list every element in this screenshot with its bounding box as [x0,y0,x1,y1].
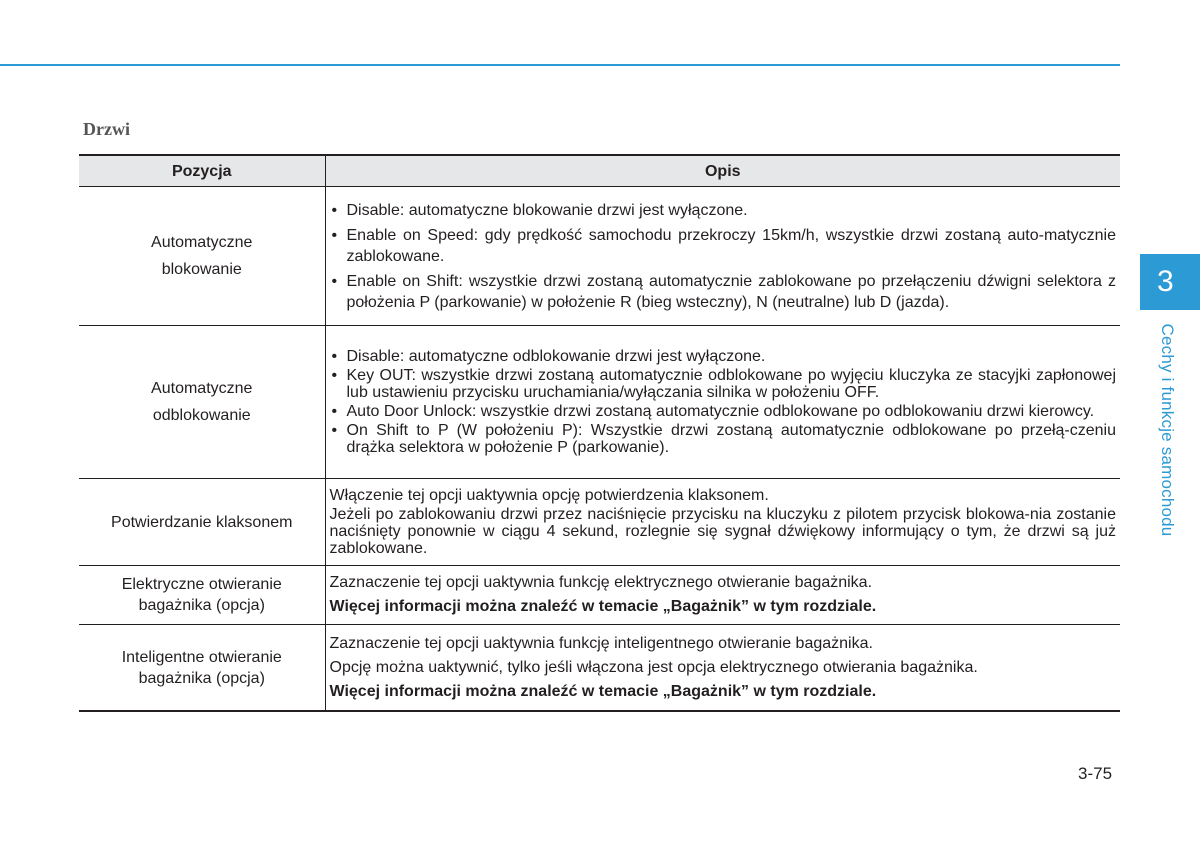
list-item: • Enable on Speed: gdy prędkość samochodu przekroczy 15km/h, wszystkie drzwi zostaną auto-matycznie zablokowane. [330,225,1117,267]
list-item: • Disable: automatyczne odblokowanie drzwi jest wyłączone. [330,348,1117,365]
list-item: • Disable: automatyczne blokowanie drzwi jest wyłączone. [330,200,1117,221]
list-item: • Key OUT: wszystkie drzwi zostaną automatycznie odblokowane po wyjęciu kluczyka ze stacyjki zapłonowej lub ustawieniu przycisku uruchamiania/wyłączania silnika w położeniu OFF. [330,367,1117,401]
table-row [79,625,1120,712]
description-cell [325,625,1120,712]
position-cell [79,326,325,479]
description-paragraph: Opcję można uaktywnić, tylko jeśli włączona jest opcja elektrycznego otwierania bagażnika. [329,658,978,676]
position-cell [79,187,325,326]
table-row [79,326,1120,479]
table-row [79,187,1120,326]
list-item: • Enable on Shift: wszystkie drzwi zostaną automatycznie zablokowane po przełączeniu dźwigni selektora z położenia P (parkowanie) w położenie R (bieg wsteczny), N (neutralne) lub D (jazda). [330,271,1117,313]
description-cell [325,326,1120,479]
chapter-title: Cechy i funkcje samochodu [1158,323,1177,537]
position-label: Automatyczne [151,380,253,397]
page-number: 3-75 [1078,764,1113,783]
position-label: Potwierdzanie klaksonem [111,513,293,531]
list-item: • On Shift to P (W położeniu P): Wszystkie drzwi zostaną automatycznie odblokowane po przełą-czeniu drążka selektora w położenie P (parkowanie). [330,422,1117,456]
settings-table [79,154,1120,712]
position-label: Elektryczne otwieranie [121,576,282,593]
position-label: bagażnika (opcja) [138,669,265,687]
description-paragraph: Włączenie tej opcji uaktywnia opcję potwierdzenia klaksonem. [329,487,769,504]
reference-note: Więcej informacji można znaleźć w temacie „Bagażnik” w tym rozdziale. [329,682,877,700]
position-label: Automatyczne [151,234,253,251]
description-paragraph: Jeżeli po zablokowaniu drzwi przez naciśnięcie przycisku na kluczyku z pilotem przycisk blokowa-nia zostanie naciśnięty ponownie w ciągu 4 sekund, rozlegnie się sygnał dźwiękowy informujący o tym, że drzwi są już zablokowane. [329,506,1116,557]
position-label: odblokowanie [152,407,251,424]
top-rule [0,64,1120,66]
description-cell [325,566,1120,625]
description-paragraph: Zaznaczenie tej opcji uaktywnia funkcję elektrycznego otwieranie bagażnika. [329,574,873,591]
position-cell [79,479,325,566]
position-label: blokowanie [161,261,242,278]
chapter-number: 3 [1157,265,1174,298]
description-cell [325,187,1120,326]
position-label: Inteligentne otwieranie [121,648,282,666]
table-header-row [79,155,1120,187]
bullet-list [330,200,1117,313]
position-cell [79,566,325,625]
section-title: Drzwi [83,119,130,139]
position-label: bagażnika (opcja) [138,597,265,614]
table-row [79,479,1120,566]
column-header-description: Opis [325,155,1120,187]
description-cell [325,479,1120,566]
description-paragraph: Zaznaczenie tej opcji uaktywnia funkcję inteligentnego otwieranie bagażnika. [329,634,873,652]
list-item: • Auto Door Unlock: wszystkie drzwi zostaną automatycznie odblokowane po odblokowaniu drzwi kierowcy. [330,403,1117,420]
table-row [79,566,1120,625]
position-cell [79,625,325,712]
reference-note: Więcej informacji można znaleźć w temacie „Bagażnik” w tym rozdziale. [329,598,877,615]
bullet-list [330,348,1117,456]
column-header-position: Pozycja [79,155,325,187]
